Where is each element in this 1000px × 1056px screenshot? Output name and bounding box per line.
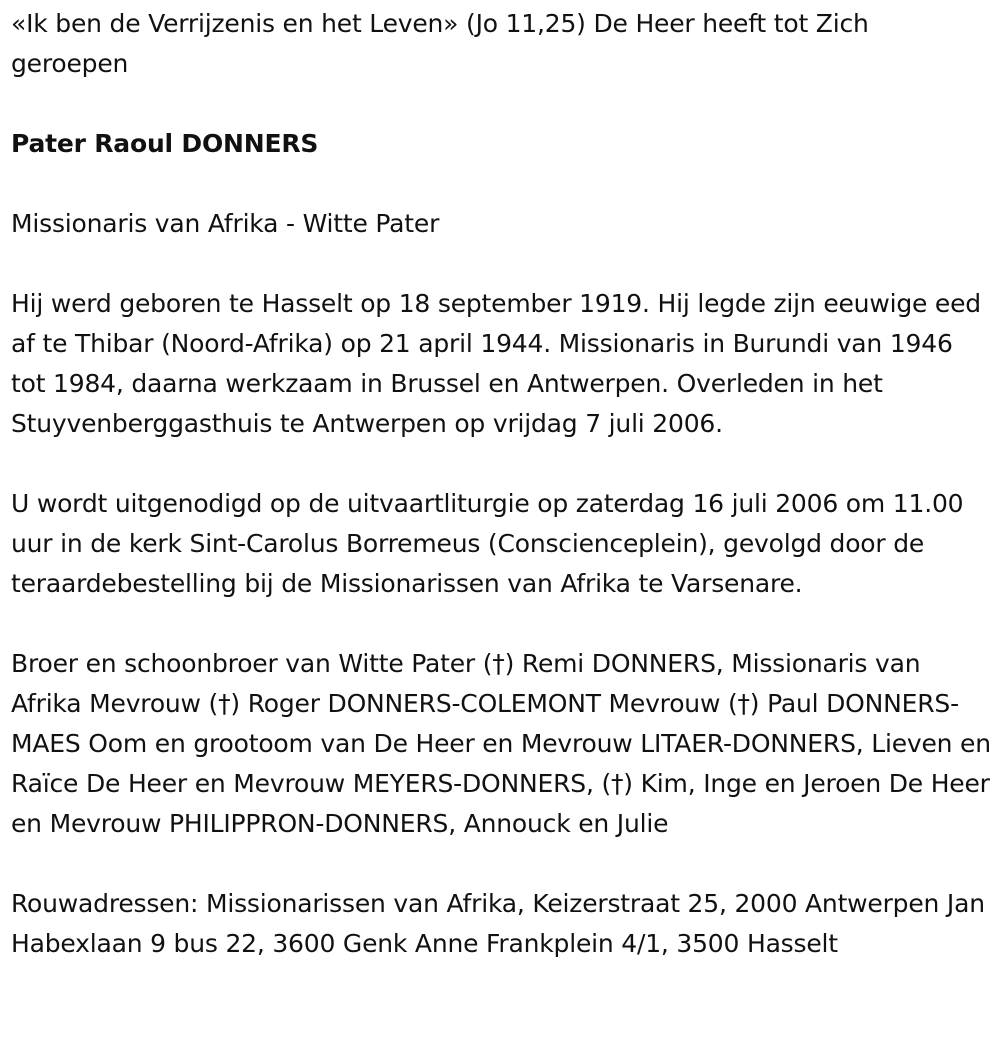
obituary-document: [11, 4, 991, 964]
family-paragraph: Broer en schoonbroer van Witte Pater (†) Remi DONNERS, Missionaris van Afrika Mevrouw (†) Roger DONNERS-COLEMONT Mevrouw (†) Paul DONNERS-MAES Oom en grootoom van De Heer en Mevrouw LITAER-DONNERS, Lieven en Raïce De Heer en Mevrouw MEYERS-DONNERS, (†) Kim, Inge en Jeroen De Heer en Mevrouw PHILIPPRON-DONNERS, Annouck en Julie: [11, 649, 991, 838]
deceased-role: Missionaris van Afrika - Witte Pater: [11, 209, 440, 238]
addresses-paragraph: Rouwadressen: Missionarissen van Afrika, Keizerstraat 25, 2000 Antwerpen Jan Habexlaan 9 bus 22, 3600 Genk Anne Frankplein 4/1, 3500 Hasselt: [11, 889, 985, 958]
deceased-name: Pater Raoul DONNERS: [11, 129, 319, 158]
funeral-details-paragraph: U wordt uitgenodigd op de uitvaartliturgie op zaterdag 16 juli 2006 om 11.00 uur in de kerk Sint-Carolus Borremeus (Conscienceplein), gevolgd door de teraardebestelling bij de Missionarissen van Afrika te Varsenare.: [11, 489, 964, 598]
bible-quote-intro: «Ik ben de Verrijzenis en het Leven» (Jo 11,25) De Heer heeft tot Zich geroepen: [11, 9, 869, 78]
biography-paragraph: Hij werd geboren te Hasselt op 18 september 1919. Hij legde zijn eeuwige eed af te Thibar (Noord-Afrika) op 21 april 1944. Missionaris in Burundi van 1946 tot 1984, daarna werkzaam in Brussel en Antwerpen. Overleden in het Stuyvenberggasthuis te Antwerpen op vrijdag 7 juli 2006.: [11, 289, 981, 438]
